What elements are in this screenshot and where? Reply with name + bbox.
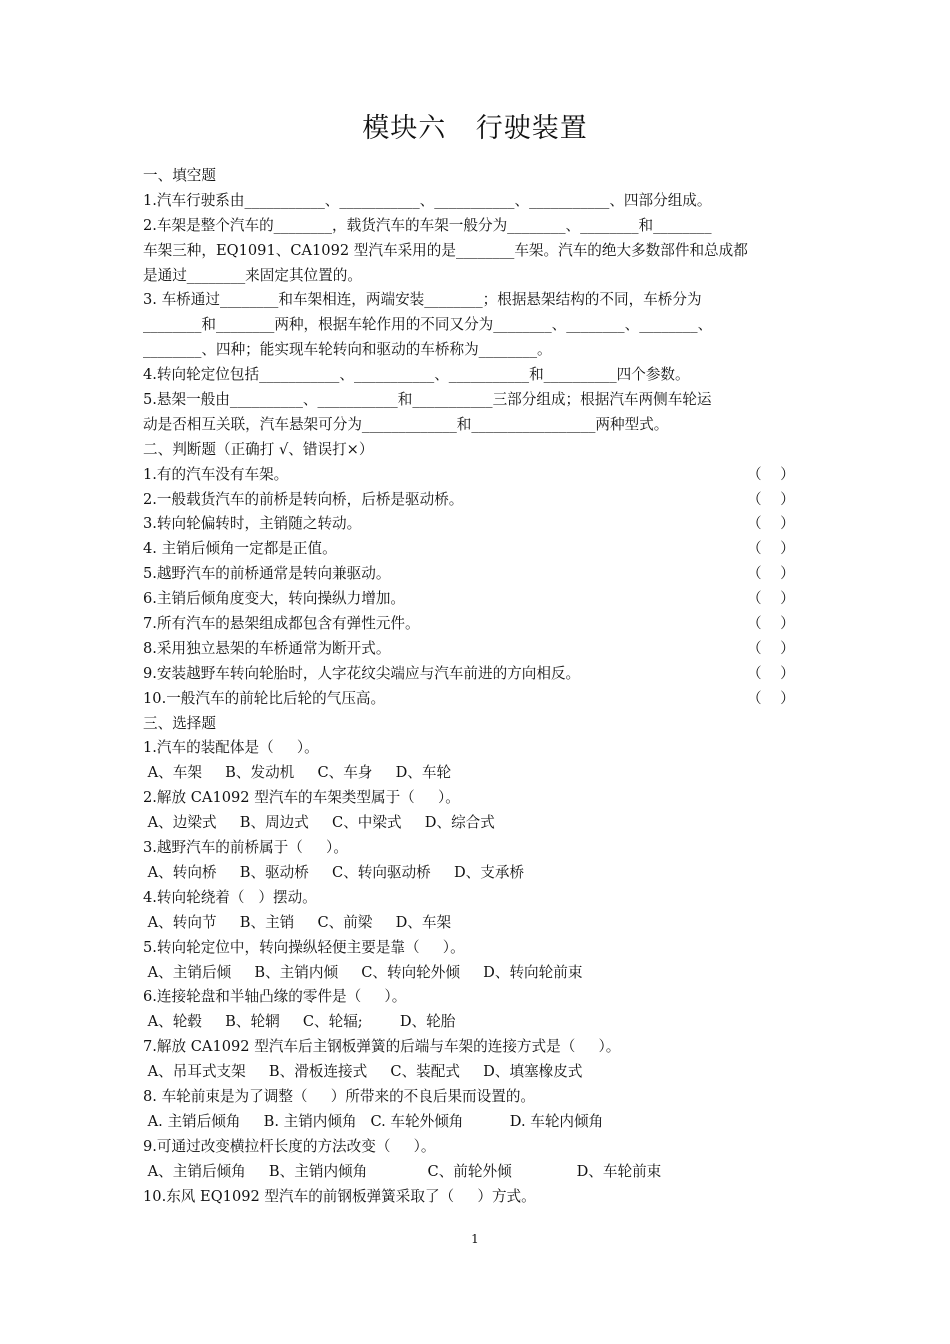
choice-question: 6.连接轮盘和半轴凸缘的零件是（ ）。 <box>143 988 407 1006</box>
judge-item <box>143 587 813 612</box>
choice-question: 8. 车轮前束是为了调整（ ）所带来的不良后果而设置的。 <box>143 1087 536 1105</box>
judge-item-text: 7.所有汽车的悬架组成都包含有弹性元件。 <box>143 615 420 633</box>
answer-paren: （ ） <box>747 615 795 633</box>
choice-question: 3.越野汽车的前桥属于（ ）。 <box>143 839 348 857</box>
judge-item-text: 10.一般汽车的前轮比后轮的气压高。 <box>143 689 386 707</box>
answer-paren: （ ） <box>747 689 795 707</box>
answer-paren: （ ） <box>747 590 795 608</box>
judge-item <box>143 637 813 662</box>
judge-item <box>143 562 813 587</box>
choice-question: 7.解放 CA1092 型汽车后主钢板弹簧的后端与车架的连接方式是（ ）。 <box>143 1038 621 1056</box>
choice-options: A、车架 B、发动机 C、车身 D、车轮 <box>143 764 452 782</box>
section-heading-choice: 三、选择题 <box>143 714 216 732</box>
answer-paren: （ ） <box>747 465 795 483</box>
fill-line: 3. 车桥通过________和车架相连，两端安装________；根据悬架结构的不同，车桥分为 <box>143 291 702 309</box>
page-title: 模块六 行驶装置 <box>362 113 588 144</box>
fill-line: 是通过________来固定其位置的。 <box>143 266 362 284</box>
choice-question: 4.转向轮绕着（ ）摆动。 <box>143 888 317 906</box>
fill-line: ________和________两种，根据车轮作用的不同又分为________、________、________、 <box>143 316 713 334</box>
judge-item-text: 6.主销后倾角度变大，转向操纵力增加。 <box>143 590 406 608</box>
choice-options: A、主销后倾角 B、主销内倾角 C、前轮外倾 D、车轮前束 <box>143 1162 662 1180</box>
choice-options: A. 主销后倾角 B. 主销内倾角 C. 车轮外倾角 D. 车轮内倾角 <box>143 1112 604 1130</box>
fill-line: 2.车架是整个汽车的________，载货汽车的车架一般分为________、________和________ <box>143 216 712 234</box>
judge-item <box>143 612 813 637</box>
section-heading-judge: 二、判断题（正确打 √、错误打×） <box>143 440 374 458</box>
fill-line: 动是否相互关联，汽车悬架可分为_____________和_________________两种型式。 <box>143 415 669 433</box>
choice-question: 9.可通过改变横拉杆长度的方法改变（ ）。 <box>143 1137 436 1155</box>
judge-item-text: 8.采用独立悬架的车桥通常为断开式。 <box>143 639 391 657</box>
page-number: 1 <box>471 1232 479 1246</box>
choice-question: 2.解放 CA1092 型汽车的车架类型属于（ ）。 <box>143 789 460 807</box>
choice-options: A、转向节 B、主销 C、前梁 D、车架 <box>143 913 452 931</box>
fill-line: ________、四种；能实现车轮转向和驱动的车桥称为________。 <box>143 341 552 359</box>
choice-question: 5.转向轮定位中，转向操纵轻便主要是靠（ ）。 <box>143 938 465 956</box>
fill-line: 1.汽车行驶系由___________、___________、___________、___________、四部分组成。 <box>143 191 712 209</box>
judge-item-text: 5.越野汽车的前桥通常是转向兼驱动。 <box>143 565 391 583</box>
fill-line: 5.悬架一般由__________、___________和___________三部分组成；根据汽车两侧车轮运 <box>143 391 712 409</box>
judge-item <box>143 687 813 712</box>
answer-paren: （ ） <box>747 639 795 657</box>
choice-options: A、边梁式 B、周边式 C、中梁式 D、综合式 <box>143 814 495 832</box>
choice-options: A、主销后倾 B、主销内倾 C、转向轮外倾 D、转向轮前束 <box>143 963 583 981</box>
answer-paren: （ ） <box>747 664 795 682</box>
answer-paren: （ ） <box>747 565 795 583</box>
answer-paren: （ ） <box>747 515 795 533</box>
judge-item <box>143 662 813 687</box>
fill-line: 4.转向轮定位包括___________、___________、___________和__________四个参数。 <box>143 366 690 384</box>
section-heading-fill: 一、填空题 <box>143 167 216 184</box>
answer-paren: （ ） <box>747 490 795 508</box>
answer-paren: （ ） <box>747 540 795 558</box>
choice-options: A、吊耳式支架 B、滑板连接式 C、装配式 D、填塞橡皮式 <box>143 1063 583 1081</box>
choice-question: 1.汽车的装配体是（ ）。 <box>143 739 319 757</box>
judge-item <box>143 488 813 513</box>
judge-item <box>143 512 813 537</box>
choice-options: A、转向桥 B、驱动桥 C、转向驱动桥 D、支承桥 <box>143 863 525 881</box>
judge-item-text: 4. 主销后倾角一定都是正值。 <box>143 540 337 558</box>
document-body <box>143 164 813 1209</box>
judge-item-text: 2.一般载货汽车的前桥是转向桥，后桥是驱动桥。 <box>143 490 464 508</box>
choice-options: A、轮毂 B、轮辋 C、轮辐; D、轮胎 <box>143 1013 456 1031</box>
choice-question: 10.东风 EQ1092 型汽车的前钢板弹簧采取了（ ）方式。 <box>143 1187 536 1205</box>
judge-item <box>143 463 813 488</box>
judge-item-text: 3.转向轮偏转时，主销随之转动。 <box>143 515 362 533</box>
fill-line: 车架三种，EQ1091、CA1092 型汽车采用的是________车架。汽车的绝大多数部件和总成都 <box>143 241 748 259</box>
judge-item <box>143 537 813 562</box>
judge-item-text: 9.安装越野车转向轮胎时，人字花纹尖端应与汽车前进的方向相反。 <box>143 664 581 682</box>
judge-item-text: 1.有的汽车没有车架。 <box>143 465 289 483</box>
